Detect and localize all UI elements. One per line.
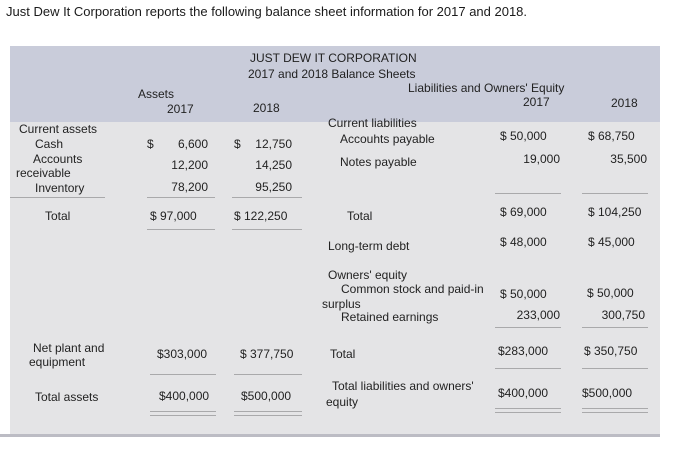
total-le-label-line1: Total liabilities and owners': [332, 379, 474, 393]
assets-total-label: Total: [45, 209, 71, 223]
assets-year-2018: 2018: [253, 101, 280, 115]
inventory-underline: [147, 197, 215, 198]
common-stock-2018: $ 50,000: [587, 286, 634, 300]
liab-year-2017: 2017: [523, 95, 550, 109]
equity-total-underline: [582, 368, 648, 369]
intro-text: Just Dew It Corporation reports the following balance sheet information for 2017 and 2018.: [6, 4, 528, 19]
np-2017: 19,000: [523, 152, 560, 166]
net-plant-underline: [150, 374, 216, 375]
common-stock-2017: $ 50,000: [500, 287, 547, 301]
total-assets-2017: $400,000: [159, 389, 210, 403]
total-le-label-line2: equity: [326, 395, 359, 409]
retained-earnings-2018: 300,750: [601, 308, 645, 322]
ltd-2017: $ 48,000: [500, 235, 547, 249]
ar-2017: 12,200: [171, 158, 208, 172]
current-assets-heading: Current assets: [19, 122, 98, 136]
cash-dollar-2017: $: [147, 137, 154, 151]
ap-2018: $ 68,750: [588, 129, 635, 143]
equity-total-2017: $283,000: [498, 344, 549, 358]
total-le-2017: $400,000: [498, 386, 549, 400]
inventory-underline: [10, 197, 105, 198]
inventory-2017: 78,200: [171, 180, 208, 194]
np-underline: [582, 193, 648, 194]
bottom-divider: [0, 434, 660, 437]
assets-total-2017: $ 97,000: [150, 209, 197, 223]
total-assets-2018: $500,000: [241, 389, 292, 403]
retained-underline: [582, 327, 648, 328]
total-underline: [147, 229, 215, 230]
retained-underline: [495, 327, 561, 328]
sheet-subtitle: 2017 and 2018 Balance Sheets: [248, 67, 416, 81]
ar-label-line1: Accounts: [33, 152, 83, 166]
liabilities-total-2018: $ 104,250: [588, 205, 642, 219]
total-le-2018: $500,000: [582, 386, 633, 400]
cash-2018: 12,750: [255, 137, 292, 151]
net-plant-2017: $303,000: [157, 347, 208, 361]
common-stock-label-line1: Common stock and paid-in: [341, 282, 484, 296]
ar-label-line2: receivable: [16, 166, 71, 180]
net-plant-2018: $ 377,750: [240, 347, 294, 361]
ltd-label: Long-term debt: [328, 239, 410, 253]
inventory-underline: [232, 197, 302, 198]
total-assets-label: Total assets: [35, 390, 99, 404]
retained-earnings-label: Retained earnings: [341, 310, 439, 324]
current-liabilities-heading: Current liabilities: [328, 116, 417, 130]
assets-heading: Assets: [138, 87, 175, 101]
total-underline: [232, 229, 302, 230]
total-assets-double-underline: [234, 411, 302, 416]
retained-earnings-2017: 233,000: [516, 308, 560, 322]
assets-total-2018: $ 122,250: [234, 209, 288, 223]
cash-dollar-2018: $: [234, 137, 241, 151]
net-plant-label-line1: Net plant and: [33, 341, 105, 355]
inventory-label: Inventory: [35, 181, 85, 195]
np-label: Notes payable: [340, 155, 417, 169]
ltd-2018: $ 45,000: [588, 235, 635, 249]
equity-total-underline: [495, 368, 561, 369]
equity-total-label: Total: [330, 347, 356, 361]
common-stock-label-line2: surplus: [322, 297, 361, 311]
total-assets-double-underline: [150, 411, 216, 416]
cash-label: Cash: [35, 137, 64, 151]
owners-equity-heading: Owners' equity: [328, 268, 407, 282]
company-name: JUST DEW IT CORPORATION: [250, 51, 417, 65]
balance-sheet: [10, 46, 660, 436]
total-le-double-underline: [582, 408, 648, 413]
cash-2017: 6,600: [177, 137, 208, 151]
liabilities-total-label: Total: [347, 209, 373, 223]
np-2018: 35,500: [610, 152, 647, 166]
equity-total-2018: $ 350,750: [584, 344, 638, 358]
liabilities-heading: Liabilities and Owners' Equity: [408, 81, 565, 95]
ap-label: Accouhts payable: [340, 132, 435, 146]
net-plant-label-line2: equipment: [29, 355, 86, 369]
ar-2018: 14,250: [255, 158, 292, 172]
np-underline: [495, 193, 561, 194]
total-le-double-underline: [495, 408, 561, 413]
net-plant-underline: [234, 374, 302, 375]
liabilities-total-2017: $ 69,000: [500, 205, 547, 219]
assets-year-2017: 2017: [167, 102, 194, 116]
inventory-2018: 95,250: [255, 180, 292, 194]
liab-year-2018: 2018: [611, 96, 638, 110]
ap-2017: $ 50,000: [500, 129, 547, 143]
